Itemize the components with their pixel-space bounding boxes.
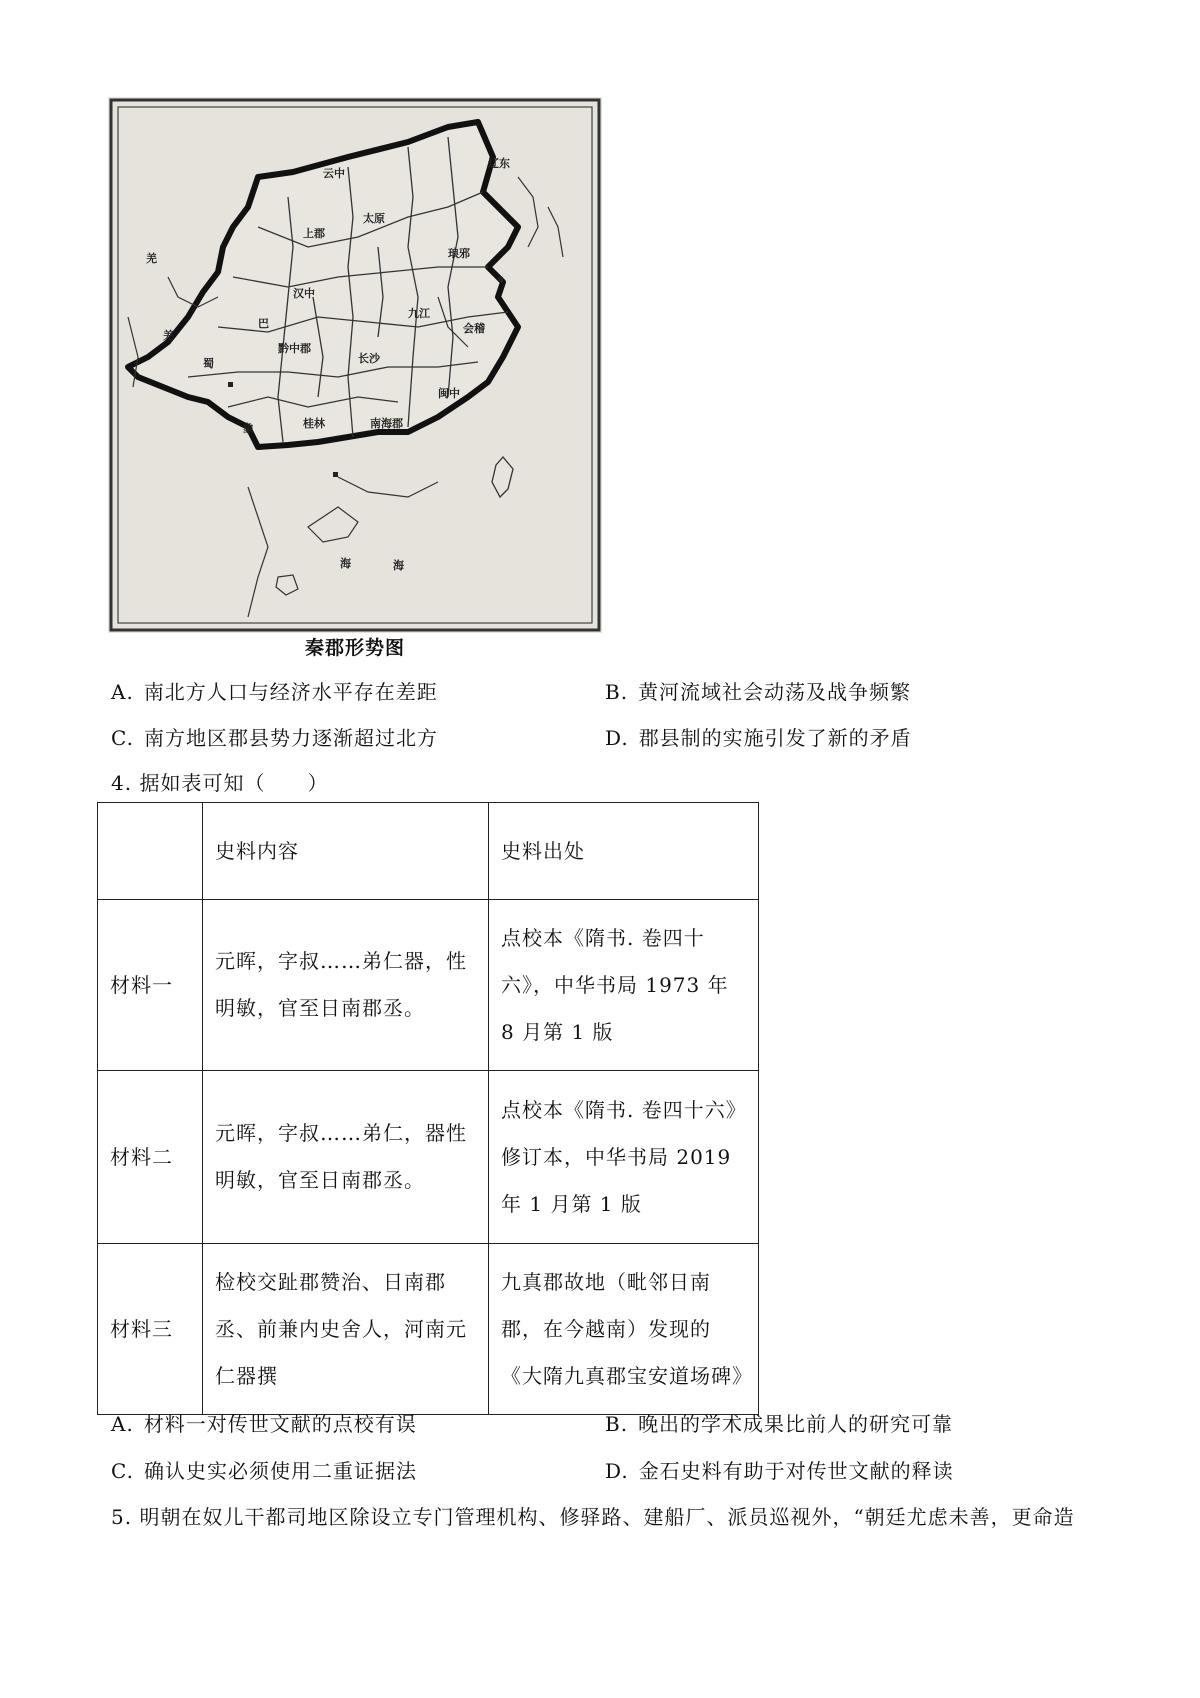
table-row	[98, 900, 759, 1071]
material-content: 元晖，字叔……弟仁器，性明敏，官至日南郡丞。	[203, 900, 489, 1071]
map-label: 羌	[146, 252, 157, 265]
material-source: 九真郡故地（毗邻日南郡，在今越南）发现的《大隋九真郡宝安道场碑》	[489, 1244, 759, 1415]
map-label: 巴	[258, 317, 269, 330]
map-label: 长沙	[358, 352, 380, 365]
option-letter: C.	[111, 1459, 134, 1483]
table-header-row	[98, 803, 759, 900]
material-source: 点校本《隋书. 卷四十六》，中华书局 1973 年 8 月第 1 版	[489, 900, 759, 1071]
table-row	[98, 1071, 759, 1244]
map-label: 黔中郡	[278, 342, 311, 355]
option-letter: C.	[111, 726, 134, 750]
q3-option-d[interactable]	[605, 722, 912, 751]
material-source: 点校本《隋书. 卷四十六》修订本，中华书局 2019 年 1 月第 1 版	[489, 1071, 759, 1244]
material-content: 检校交趾郡赞治、日南郡丞、前兼内史舍人，河南元仁器撰	[203, 1244, 489, 1415]
map-label: 蜀	[203, 357, 214, 370]
option-letter: A.	[111, 680, 134, 704]
source-table	[97, 802, 759, 1415]
option-letter: B.	[605, 1412, 629, 1436]
q4-stem: 4. 据如表可知（ ）	[111, 771, 329, 795]
option-text: 南北方人口与经济水平存在差距	[143, 680, 438, 704]
option-letter: A.	[111, 1412, 134, 1436]
option-text: 材料一对传世文献的点校有误	[143, 1412, 417, 1436]
map-label: 闽中	[438, 387, 460, 400]
map-label: 象	[243, 422, 254, 435]
option-letter: B.	[605, 680, 629, 704]
table-header-cell: 史料内容	[203, 803, 489, 900]
option-text: 郡县制的实施引发了新的矛盾	[638, 726, 912, 750]
qin-commandery-map	[108, 97, 602, 633]
option-text: 黄河流域社会动荡及战争频繁	[638, 680, 912, 704]
option-text: 南方地区郡县势力逐渐超过北方	[143, 726, 438, 750]
map-label: 辽东	[488, 157, 510, 170]
option-text: 晚出的学术成果比前人的研究可靠	[638, 1412, 954, 1436]
map-label: 汉中	[293, 287, 315, 300]
q4-option-d[interactable]	[605, 1455, 954, 1484]
map-label: 太原	[363, 212, 385, 225]
material-name: 材料三	[98, 1244, 203, 1415]
map-label: 琅邪	[448, 247, 470, 260]
material-name: 材料二	[98, 1071, 203, 1244]
q3-option-b[interactable]	[605, 676, 911, 705]
table-header-cell: 史料出处	[489, 803, 759, 900]
map-label: 云中	[323, 167, 345, 180]
option-letter: D.	[605, 1459, 629, 1483]
map-image	[108, 97, 602, 633]
option-text: 确认史实必须使用二重证据法	[143, 1459, 417, 1483]
q4-option-b[interactable]	[605, 1408, 953, 1437]
material-name: 材料一	[98, 900, 203, 1071]
table-row	[98, 1244, 759, 1415]
map-label: 上郡	[303, 227, 325, 240]
material-content: 元晖，字叔……弟仁，器性明敏，官至日南郡丞。	[203, 1071, 489, 1244]
map-label: 桂林	[303, 417, 325, 430]
map-label: 羌	[163, 329, 174, 342]
option-letter: D.	[605, 726, 629, 750]
q3-option-c[interactable]	[111, 722, 438, 751]
map-caption: 秦郡形势图	[304, 637, 405, 659]
option-text: 金石史料有助于对传世文献的释读	[638, 1459, 954, 1483]
q4-option-c[interactable]	[111, 1455, 417, 1484]
q3-option-a[interactable]	[111, 676, 438, 705]
table-header-cell	[98, 803, 203, 900]
map-label: 会稽	[463, 322, 485, 335]
map-label: 九江	[408, 307, 430, 320]
q5-stem: 5. 明朝在奴儿干都司地区除设立专门管理机构、修驿路、建船厂、派员巡视外，“朝廷尤虑未善，更命造	[111, 1505, 1075, 1529]
map-label: 南海郡	[370, 417, 403, 430]
map-label: 海	[340, 557, 351, 570]
q4-option-a[interactable]	[111, 1408, 417, 1437]
map-label: 海	[393, 559, 404, 572]
